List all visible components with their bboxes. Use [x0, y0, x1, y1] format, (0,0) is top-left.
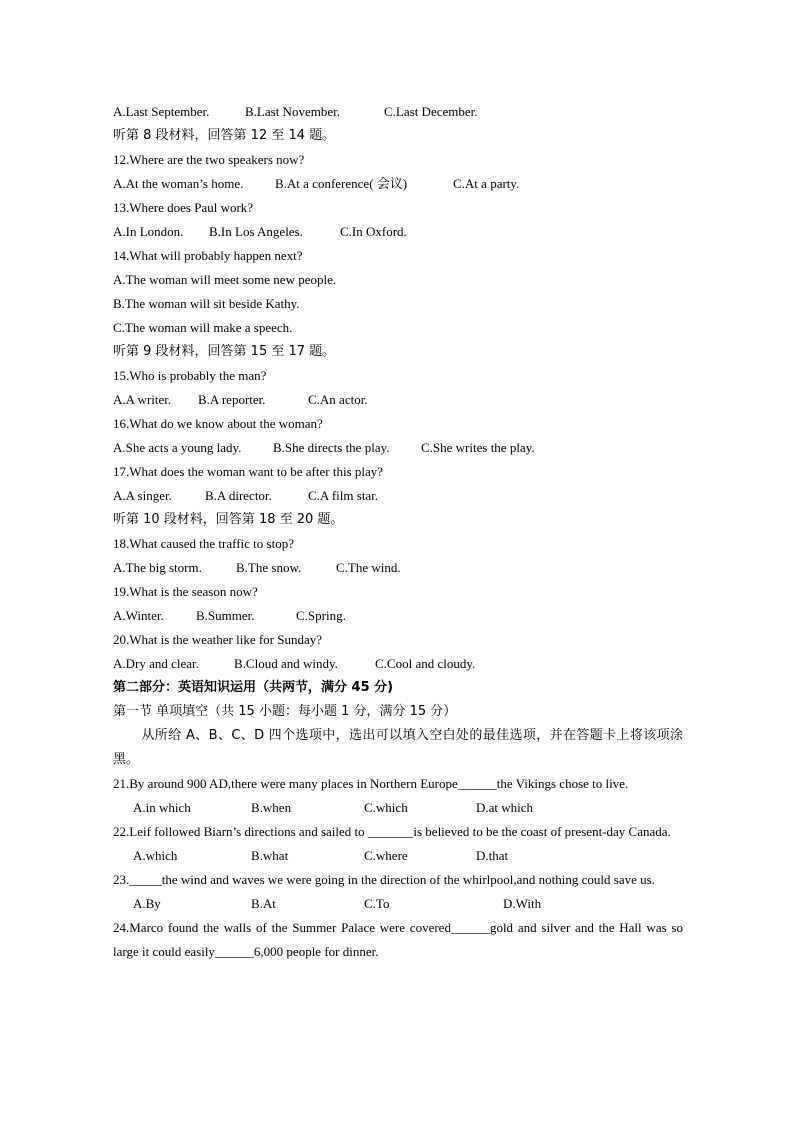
- option-c: C.Last December.: [384, 104, 478, 119]
- option-c: C.To: [364, 896, 390, 911]
- option-b: B.She directs the play.: [273, 440, 390, 455]
- option-c: C.A film star.: [308, 488, 379, 503]
- instructions: [113, 724, 683, 772]
- q11-options: [113, 100, 683, 124]
- q23-options: [113, 892, 683, 916]
- option-b: B.In Los Angeles.: [209, 224, 303, 239]
- option-c: C.In Oxford.: [340, 224, 407, 239]
- option-c: C.where: [364, 848, 408, 863]
- option-b: B.At: [251, 896, 276, 911]
- question-23: 23._____the wind and waves we were going in the direction of the whirlpool,and nothing could save us.: [113, 872, 655, 887]
- option-b: B.A reporter.: [198, 392, 266, 407]
- option-c: C.The wind.: [336, 560, 401, 575]
- instructions-text: 从所给 A、B、C、D 四个选项中，选出可以填入空白处的最佳选项，并在答题卡上将该项涂黑。: [113, 728, 683, 767]
- q20-options: [113, 652, 683, 676]
- option-c: C.At a party.: [453, 176, 520, 191]
- q13-options: [113, 220, 683, 244]
- q17-options: [113, 484, 683, 508]
- option-a: A.Dry and clear.: [113, 656, 199, 671]
- question-21: 21.By around 900 AD,there were many places in Northern Europe______the Vikings chose to live.: [113, 776, 629, 791]
- q16-options: [113, 436, 683, 460]
- question-13: 13.Where does Paul work?: [113, 200, 254, 215]
- question-15: 15.Who is probably the man?: [113, 368, 267, 383]
- option-c: C.which: [364, 800, 408, 815]
- option-d: D.that: [476, 848, 509, 863]
- question-22: 22.Leif followed Biarn’s directions and sailed to _______is believed to be the coast of present-day Canada.: [113, 824, 671, 839]
- option-b: B.Cloud and windy.: [234, 656, 338, 671]
- option-a: A.The big storm.: [113, 560, 202, 575]
- option-c: C.Spring.: [296, 608, 346, 623]
- option-c: C.She writes the play.: [421, 440, 535, 455]
- q12-options: [113, 172, 683, 196]
- q14-option-b: B.The woman will sit beside Kathy.: [113, 296, 300, 311]
- option-a: A.In London.: [113, 224, 184, 239]
- option-b: B.what: [251, 848, 289, 863]
- q19-options: [113, 604, 683, 628]
- q14-option-c: C.The woman will make a speech.: [113, 320, 293, 335]
- option-a: A.Last September.: [113, 104, 210, 119]
- part-two-heading: 第二部分：英语知识运用（共两节，满分 45 分): [113, 680, 394, 695]
- section-one-heading: 第一节 单项填空（共 15 小题：每小题 1 分，满分 15 分）: [113, 704, 457, 719]
- section-heading-9: 听第 9 段材料，回答第 15 至 17 题。: [113, 344, 336, 359]
- section-heading-8: 听第 8 段材料，回答第 12 至 14 题。: [113, 128, 336, 143]
- question-12: 12.Where are the two speakers now?: [113, 152, 305, 167]
- question-14: 14.What will probably happen next?: [113, 248, 303, 263]
- option-b: B.The snow.: [236, 560, 302, 575]
- question-16: 16.What do we know about the woman?: [113, 416, 323, 431]
- q18-options: [113, 556, 683, 580]
- q21-options: [113, 796, 683, 820]
- option-a: A.A writer.: [113, 392, 172, 407]
- option-a: A.A singer.: [113, 488, 172, 503]
- option-c: C.Cool and cloudy.: [375, 656, 476, 671]
- question-20: 20.What is the weather like for Sunday?: [113, 632, 323, 647]
- option-b: B.when: [251, 800, 292, 815]
- option-b: B.At a conference( 会议): [275, 176, 408, 191]
- question-19: 19.What is the season now?: [113, 584, 258, 599]
- section-heading-10: 听第 10 段材料，回答第 18 至 20 题。: [113, 512, 344, 527]
- document-page: [113, 100, 683, 964]
- question-24: 24.Marco found the walls of the Summer Palace were covered______gold and silver and the Hall was so large it could easily______6,000 people for dinner.: [113, 920, 683, 959]
- option-a: A.She acts a young lady.: [113, 440, 242, 455]
- option-c: C.An actor.: [308, 392, 368, 407]
- option-a: A.Winter.: [113, 608, 164, 623]
- question-18: 18.What caused the traffic to stop?: [113, 536, 294, 551]
- option-a: A.At the woman’s home.: [113, 176, 244, 191]
- option-a: A.By: [133, 896, 161, 911]
- option-b: B.Last November.: [245, 104, 340, 119]
- option-a: A.in which: [133, 800, 191, 815]
- option-d: D.at which: [476, 800, 534, 815]
- option-a: A.which: [133, 848, 178, 863]
- option-b: B.Summer.: [196, 608, 255, 623]
- q14-option-a: A.The woman will meet some new people.: [113, 272, 337, 287]
- option-b: B.A director.: [205, 488, 272, 503]
- q15-options: [113, 388, 683, 412]
- question-17: 17.What does the woman want to be after this play?: [113, 464, 384, 479]
- q22-options: [113, 844, 683, 868]
- option-d: D.With: [503, 896, 542, 911]
